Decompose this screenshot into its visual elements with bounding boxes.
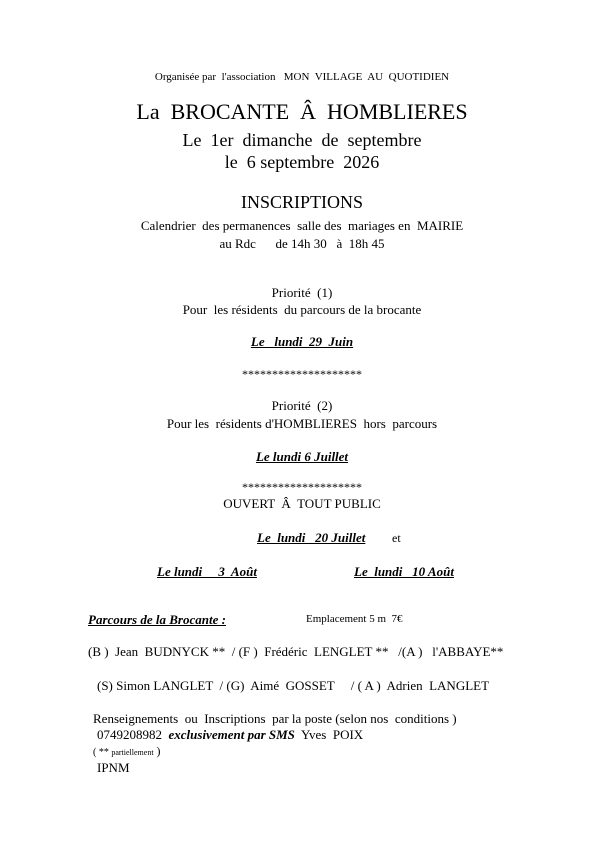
event-title: La BROCANTE Â HOMBLIERES [136,99,468,124]
public-connector: et [392,531,401,545]
public-date3: Le lundi 10 Août [354,564,454,579]
public-date2: Le lundi 3 Août [157,564,257,579]
contact-info: Renseignements ou Inscriptions par la poste (selon nos conditions ) [93,711,457,726]
contact-phone-line [97,728,363,741]
contact-phone: 0749208982 [97,727,162,742]
footnote-line [93,745,161,758]
inscriptions-heading: INSCRIPTIONS [240,192,364,212]
calendar-line2: au Rdc de 14h 30 à 18h 45 [219,236,385,251]
public-date1: Le lundi 20 Juillet [257,530,366,545]
event-subtitle-line1: Le 1er dimanche de septembre [182,130,422,150]
public-label: OUVERT Â TOUT PUBLIC [223,496,381,511]
priority1-date: Le lundi 29 Juin [250,334,354,349]
footnote-text: partiellement [111,748,154,757]
contact-name: Yves POIX [300,727,364,742]
calendar-line1: Calendrier des permanences salle des mariages en MAIRIE [140,218,464,233]
parcours-line2: (S) Simon LANGLET / (G) Aimé GOSSET / ( A ) Adrien LANGLET [97,678,490,693]
separator-2: ******************** [242,480,362,494]
organizer-line: Organisée par l'association MON VILLAGE AU QUOTIDIEN [154,71,450,83]
priority1-description: Pour les résidents du parcours de la brocante [182,302,422,317]
org-short: IPNM [97,760,130,775]
priority1-label: Priorité (1) [271,285,333,300]
priority2-label: Priorité (2) [271,398,333,413]
event-subtitle-line2: le 6 septembre 2026 [224,152,380,172]
priority2-description: Pour les résidents d'HOMBLIERES hors parcours [166,416,438,431]
parcours-line1: (B ) Jean BUDNYCK ** / (F ) Frédéric LENGLET ** /(A ) l'ABBAYE** [88,644,504,659]
priority2-date: Le lundi 6 Juillet [255,449,349,464]
separator-1: ******************** [242,367,362,381]
footnote-close: ) [153,744,161,758]
emplacement-price: Emplacement 5 m 7€ [306,613,403,625]
parcours-heading: Parcours de la Brocante : [88,612,226,627]
footnote-open: ( ** [93,747,112,758]
contact-sms-note: exclusivement par SMS [168,727,295,742]
